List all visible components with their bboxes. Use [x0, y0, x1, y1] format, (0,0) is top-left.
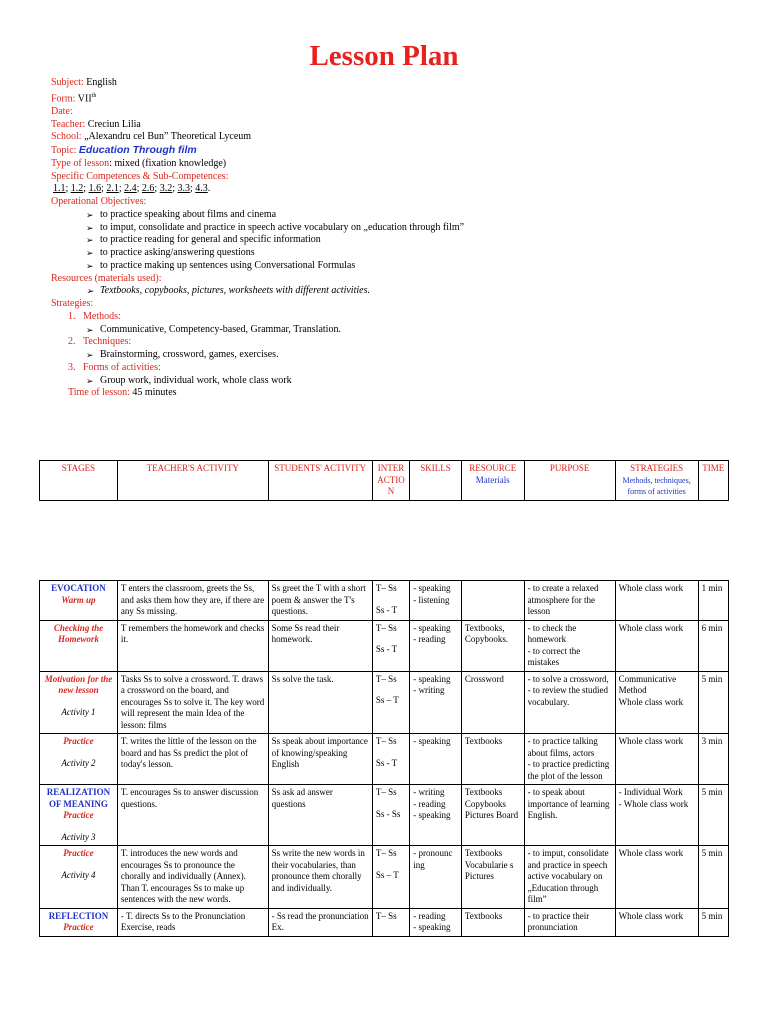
purpose-cell: - to practice talking about films, actors - to practice predicting the plot of the lesson — [524, 734, 615, 785]
interaction-cell — [372, 581, 409, 621]
skills-cell: - speaking — [410, 734, 462, 785]
strategies-list — [51, 311, 731, 388]
resource-cell: Textbooks — [461, 734, 524, 785]
header-table — [39, 460, 729, 501]
skills-cell: - speaking - reading — [410, 620, 462, 671]
date-row: Date: — [51, 105, 73, 117]
objectives-list — [51, 209, 731, 273]
skills-cell: - reading - speaking — [410, 908, 462, 936]
strategy-item — [51, 324, 731, 337]
stage-subtitle: Practice — [63, 922, 94, 932]
competence-code: 3.3 — [177, 183, 190, 195]
strategy-heading — [51, 362, 731, 375]
objective-text: to practice asking/answering questions — [100, 247, 255, 259]
time-cell: 5 min — [698, 846, 728, 909]
resources-label: Resources (materials used): — [51, 272, 162, 284]
teacher-activity-cell: Tasks Ss to solve a crossword. T. draws a crossword on the board, and encourages Ss to solve it. The key word will represent the main Idea of the lesson: films — [117, 671, 268, 734]
table-row — [40, 581, 729, 621]
strategy-label: Techniques: — [83, 336, 132, 348]
skills-cell: - speaking - listening — [410, 581, 462, 621]
interaction-line: Ss - T — [375, 604, 398, 615]
interaction-line: Ss – T — [375, 695, 399, 705]
table-row — [40, 620, 729, 671]
stage-cell — [40, 620, 118, 671]
resource-cell: Textbooks, Copybooks. — [461, 620, 524, 671]
objective-text: to practice reading for general and specific information — [100, 234, 321, 246]
strategies-cell: Whole class work — [615, 581, 698, 621]
objective-item — [51, 260, 731, 273]
competence-code: 4.3 — [195, 183, 208, 195]
resource-cell: Textbooks Copybooks Pictures Board — [461, 785, 524, 846]
time-cell: 3 min — [698, 734, 728, 785]
objective-text: to practice speaking about films and cinema — [100, 208, 277, 220]
strategy-number: 1. — [68, 310, 76, 322]
teacher-activity-cell: T enters the classroom, greets the Ss, and asks them how they are, if there are any Ss missing. — [117, 581, 268, 621]
interaction-cell — [372, 671, 409, 734]
objective-item — [51, 222, 731, 235]
page-title: Lesson Plan — [309, 40, 459, 72]
students-activity-cell: Ss ask ad answer questions — [268, 785, 372, 846]
interaction-line: T– Ss — [375, 848, 397, 858]
header-skills: SKILLS — [410, 461, 462, 501]
competence-code: 2.4 — [124, 183, 137, 195]
type-row: Type of lesson: mixed (fixation knowledge) — [51, 157, 227, 169]
objective-text: to practice making up sentences using Conversational Formulas — [100, 259, 356, 271]
stage-cell — [40, 908, 118, 936]
resource-cell: Textbooks Vocabularie s Pictures — [461, 846, 524, 909]
interaction-line: Ss - T — [375, 757, 398, 768]
subject-row: Subject: English — [51, 77, 117, 88]
objective-item — [51, 234, 731, 247]
skills-cell: - writing - reading - speaking — [410, 785, 462, 846]
time-cell: 5 min — [698, 785, 728, 846]
time-cell: 5 min — [698, 671, 728, 734]
skills-cell: - speaking - writing — [410, 671, 462, 734]
interaction-line: T– Ss — [375, 583, 397, 593]
interaction-line: T– Ss — [375, 673, 397, 684]
stage-name: REFLECTION — [48, 910, 109, 921]
teacher-activity-cell: - T. directs Ss to the Pronunciation Exercise, reads — [117, 908, 268, 936]
interaction-line: T– Ss — [375, 622, 397, 633]
stage-subtitle: Checking the Homework — [53, 622, 104, 644]
header-purpose: PURPOSE — [524, 461, 615, 501]
purpose-cell: - to check the homework - to correct the mistakes — [524, 620, 615, 671]
interaction-cell — [372, 785, 409, 846]
interaction-line: Ss - Ss — [375, 808, 401, 819]
stage-name: EVOCATION — [51, 583, 106, 593]
stage-name: REALIZATION OF MEANING — [46, 787, 111, 809]
time-cell: 1 min — [698, 581, 728, 621]
purpose-cell: - to solve a crossword, - to review the studied vocabulary. — [524, 671, 615, 734]
students-activity-cell: Ss write the new words in their vocabularies, than pronounce them chorally and individually. — [268, 846, 372, 909]
strategy-number: 3. — [68, 361, 76, 373]
objective-item — [51, 247, 731, 260]
interaction-cell — [372, 620, 409, 671]
interaction-line: Ss - T — [375, 644, 398, 654]
teacher-activity-cell: T remembers the homework and checks it. — [117, 620, 268, 671]
interaction-line: T– Ss — [375, 910, 397, 921]
strategy-label: Forms of activities: — [83, 361, 161, 373]
objective-item — [51, 209, 731, 222]
teacher-activity-cell: T. encourages Ss to answer discussion questions. — [117, 785, 268, 846]
header-teacher-activity: TEACHER'S ACTIVITY — [117, 461, 268, 501]
strategy-item — [51, 349, 731, 362]
stage-cell — [40, 734, 118, 785]
stage-activity: Activity 1 — [61, 706, 96, 717]
topic-row: Topic: Education Through film — [51, 144, 197, 157]
teacher-activity-cell: T. introduces the new words and encourages Ss to pronounce the chorally and individually (Annex). Than T. encourages Ss to make up sentences with the new words. — [117, 846, 268, 909]
students-activity-cell: Ss speak about importance of knowing/speaking English — [268, 734, 372, 785]
table-header-row — [40, 461, 729, 501]
stage-subtitle: Practice — [63, 848, 94, 858]
strategy-label: Methods: — [83, 310, 121, 322]
purpose-cell: - to speak about importance of learning English. — [524, 785, 615, 846]
stage-cell — [40, 846, 118, 909]
objectives-label: Operational Objectives: — [51, 196, 147, 208]
strategy-number: 2. — [68, 336, 76, 348]
competences-label: Specific Competences & Sub-Competences: — [51, 170, 229, 182]
competence-code: 1.1 — [53, 183, 66, 195]
students-activity-cell: - Ss read the pronunciation Ex. — [268, 908, 372, 936]
competence-code: 2.1 — [106, 183, 119, 195]
interaction-cell — [372, 846, 409, 909]
purpose-cell: - to create a relaxed atmosphere for the lesson — [524, 581, 615, 621]
teacher-row: Teacher: Creciun Lilia — [51, 118, 141, 130]
strategies-cell: Whole class work — [615, 846, 698, 909]
stage-activity: Activity 4 — [61, 869, 96, 880]
competence-code: 3.2 — [159, 183, 173, 195]
header-interaction: INTER ACTIO N — [372, 461, 409, 501]
stage-activity: Activity 3 — [61, 831, 96, 842]
time-cell: 5 min — [698, 908, 728, 936]
strategy-heading — [51, 311, 731, 324]
strategies-cell: Whole class work — [615, 908, 698, 936]
purpose-cell: - to imput, consolidate and practice in speech active vocabulary on „Education through film” — [524, 846, 615, 909]
stage-subtitle: Warm up — [61, 594, 96, 605]
strategy-text: Communicative, Competency-based, Grammar, Translation. — [100, 323, 341, 335]
resource-cell — [461, 581, 524, 621]
interaction-line: T– Ss — [375, 787, 397, 797]
strategies-cell: - Individual Work - Whole class work — [615, 785, 698, 846]
stage-cell — [40, 581, 118, 621]
strategy-text: Group work, individual work, whole class work — [100, 374, 292, 386]
strategies-cell: Communicative Method Whole class work — [615, 671, 698, 734]
students-activity-cell: Ss solve the task. — [268, 671, 372, 734]
header-students-activity: STUDENTS' ACTIVITY — [268, 461, 372, 501]
lesson-stages-table — [39, 580, 729, 937]
table-row — [40, 734, 729, 785]
objective-text: to imput, consolidate and practice in speech active vocabulary on „education through film” — [100, 221, 465, 233]
header-time: TIME — [698, 461, 728, 501]
strategies-label: Strategies: — [51, 298, 94, 310]
purpose-cell: - to practice their pronunciation — [524, 908, 615, 936]
table-row — [40, 671, 729, 734]
stage-subtitle: Practice — [63, 736, 94, 746]
table-row — [40, 785, 729, 846]
table-row — [40, 908, 729, 936]
stage-activity: Activity 2 — [61, 757, 96, 768]
interaction-line: T– Ss — [375, 736, 397, 746]
header-strategies: STRATEGIES Methods, techniques, forms of activities — [615, 461, 698, 501]
stage-subtitle: Practice — [63, 810, 94, 820]
time-cell: 6 min — [698, 620, 728, 671]
strategies-cell: Whole class work — [615, 734, 698, 785]
teacher-activity-cell: T. writes the little of the lesson on the board and has Ss predict the plot of today's lesson. — [117, 734, 268, 785]
competences-list: 1.1; 1.2; 1.6; 2.1; 2.4; 2.6; 3.2; 3.3; 4.3. — [53, 183, 211, 195]
strategy-item — [51, 375, 731, 388]
header-resource: RESOURCE Materials — [461, 461, 524, 501]
competence-code: 1.2 — [70, 183, 84, 195]
competence-code: 1.6 — [88, 183, 102, 195]
interaction-cell — [372, 734, 409, 785]
time-row: Time of lesson: 45 minutes — [68, 387, 177, 399]
table-row — [40, 846, 729, 909]
strategy-text: Brainstorming, crossword, games, exercises. — [100, 349, 279, 361]
interaction-line: Ss – T — [375, 869, 399, 880]
resource-cell: Crossword — [461, 671, 524, 734]
strategy-heading — [51, 336, 731, 349]
resources-item: ➢ Textbooks, copybooks, pictures, worksheets with different activities. — [51, 285, 731, 298]
interaction-cell — [372, 908, 409, 936]
stage-cell — [40, 785, 118, 846]
skills-cell: - pronounc ing — [410, 846, 462, 909]
stage-cell — [40, 671, 118, 734]
lesson-info — [51, 77, 731, 400]
school-row: School: „Alexandru cel Bun” Theoretical Lyceum — [51, 131, 252, 143]
form-row: Form: VIIth — [51, 92, 97, 105]
competence-code: 2.6 — [141, 183, 155, 195]
resource-cell: Textbooks — [461, 908, 524, 936]
students-activity-cell: Ss greet the T with a short poem & answer the T's questions. — [268, 581, 372, 621]
header-stages: STAGES — [40, 461, 118, 501]
strategies-cell: Whole class work — [615, 620, 698, 671]
students-activity-cell: Some Ss read their homework. — [268, 620, 372, 671]
stage-subtitle: Motivation for the new lesson — [44, 673, 113, 695]
